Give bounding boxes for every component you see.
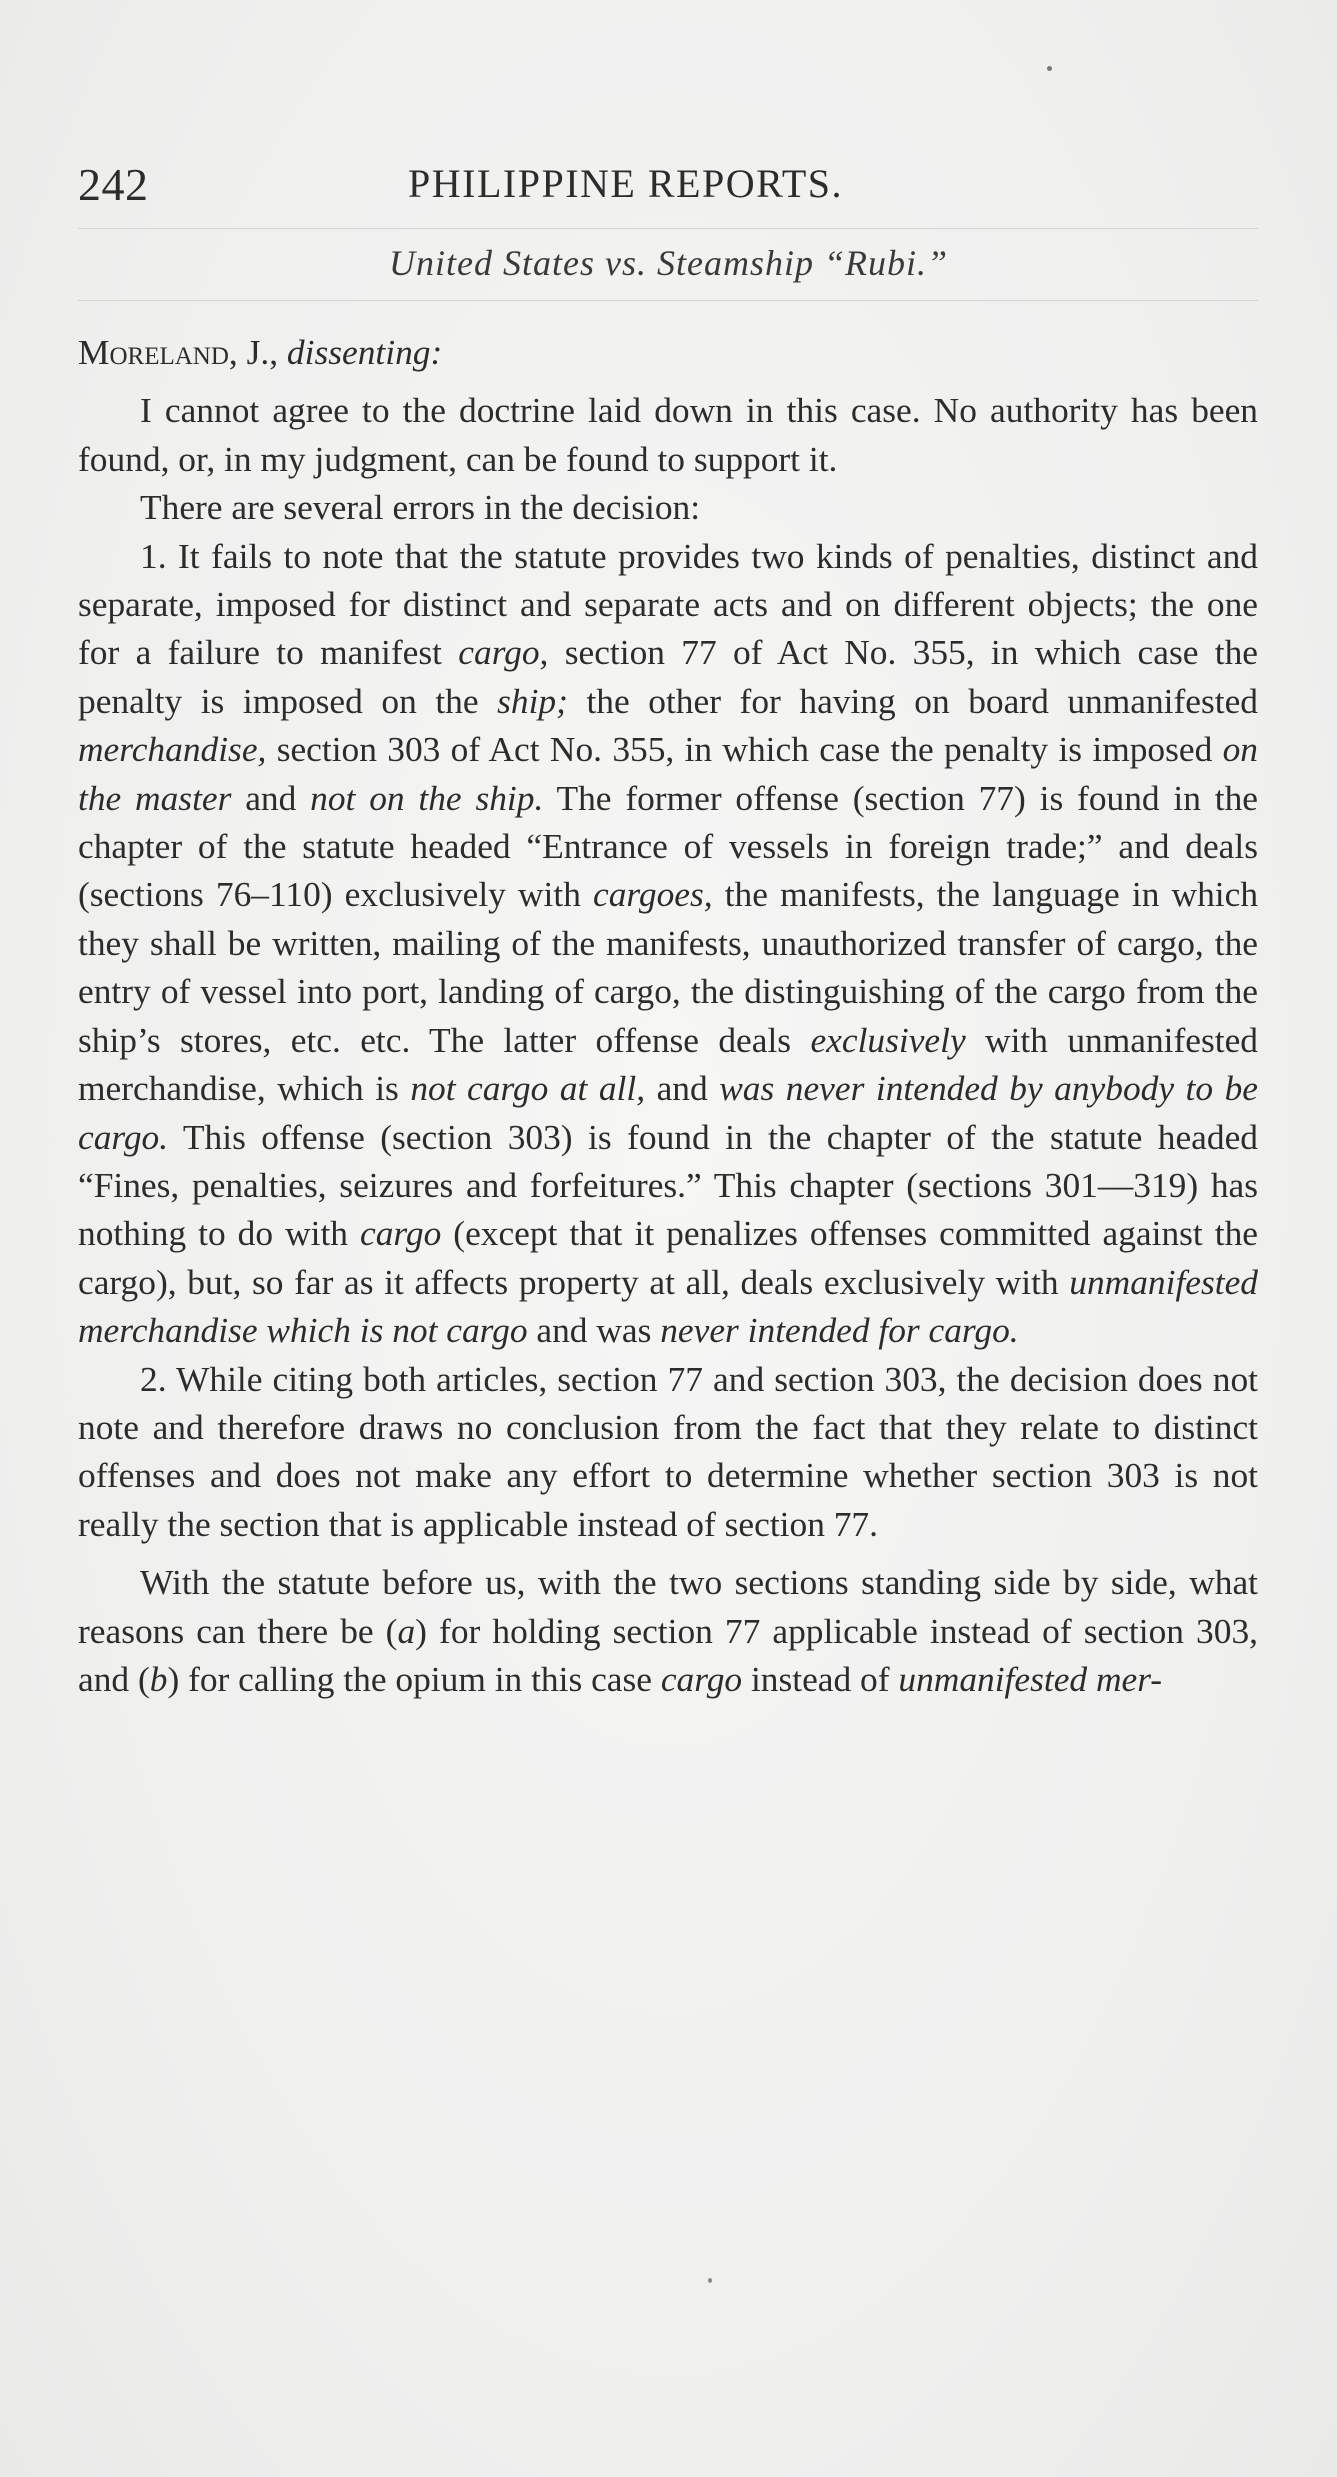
- justice-name: Moreland: [78, 332, 229, 372]
- scan-speck: [708, 2278, 712, 2283]
- opinion-body: [78, 328, 1258, 1703]
- paragraph: There are several errors in the decision:: [140, 487, 701, 528]
- paragraph: 2. While citing both articles, section 77 and section 303, the decision does not note and therefore draws no conclusion from the fact that they relate to distinct offenses and does not make any effort to determine whether section 303 is not really the section that is applicable instead of section 77.: [78, 1358, 1258, 1544]
- opinion-label: dissenting:: [286, 332, 443, 372]
- justice-suffix: , J.,: [228, 332, 287, 372]
- case-title: United States vs. Steamship “Rubi.”: [389, 243, 948, 283]
- scan-speck: [1047, 66, 1052, 71]
- paragraph: With the statute before us, with the two sections standing side by side, what reasons can there be (a) for holding section 77 applicable instead of section 303, and (b) for calling the opium in this case cargo instead of unmanifested mer-: [78, 1562, 1258, 1699]
- paragraph: I cannot agree to the doctrine laid down in this case. No authority has been found, or, in my judgment, can be found to support it.: [78, 390, 1258, 479]
- running-head: PHILIPPINE REPORTS.: [408, 161, 844, 206]
- page-header: [78, 158, 1258, 218]
- opinion-heading: [78, 328, 1258, 376]
- paragraph: 1. It fails to note that the statute provides two kinds of penalties, distinct and separate, imposed for distinct and separate acts and on different objects; the one for a failure to manifest cargo, section 77 of Act No. 355, in which case the penalty is imposed on the ship; the other for having on board unmanifested merchandise, section 303 of Act No. 355, in which case the penalty is imposed on the master and not on the ship. The former offense (section 77) is found in the chapter of the statute headed “Entrance of vessels in foreign trade;” and deals (sections 76–110) exclusively with cargoes, the manifests, the language in which they shall be written, mailing of the manifests, unauthorized transfer of cargo, the entry of vessel into port, landing of cargo, the distinguishing of the cargo from the ship’s stores, etc. etc. The latter offense deals exclusively with unmanifested merchandise, which is not cargo at all, and was never intended by anybody to be cargo. This offense (section 303) is found in the chapter of the statute headed “Fines, penalties, seizures and forfeitures.” This chapter (sections 301—319) has nothing to do with cargo (except that it penalizes offenses committed against the cargo), but, so far as it affects property at all, deals exclusively with unmanifested merchandise which is not cargo and was never intended for cargo.: [78, 535, 1259, 1351]
- page-number: 242: [78, 159, 149, 210]
- header-rule: [78, 228, 1258, 229]
- case-title-rule: [78, 300, 1258, 301]
